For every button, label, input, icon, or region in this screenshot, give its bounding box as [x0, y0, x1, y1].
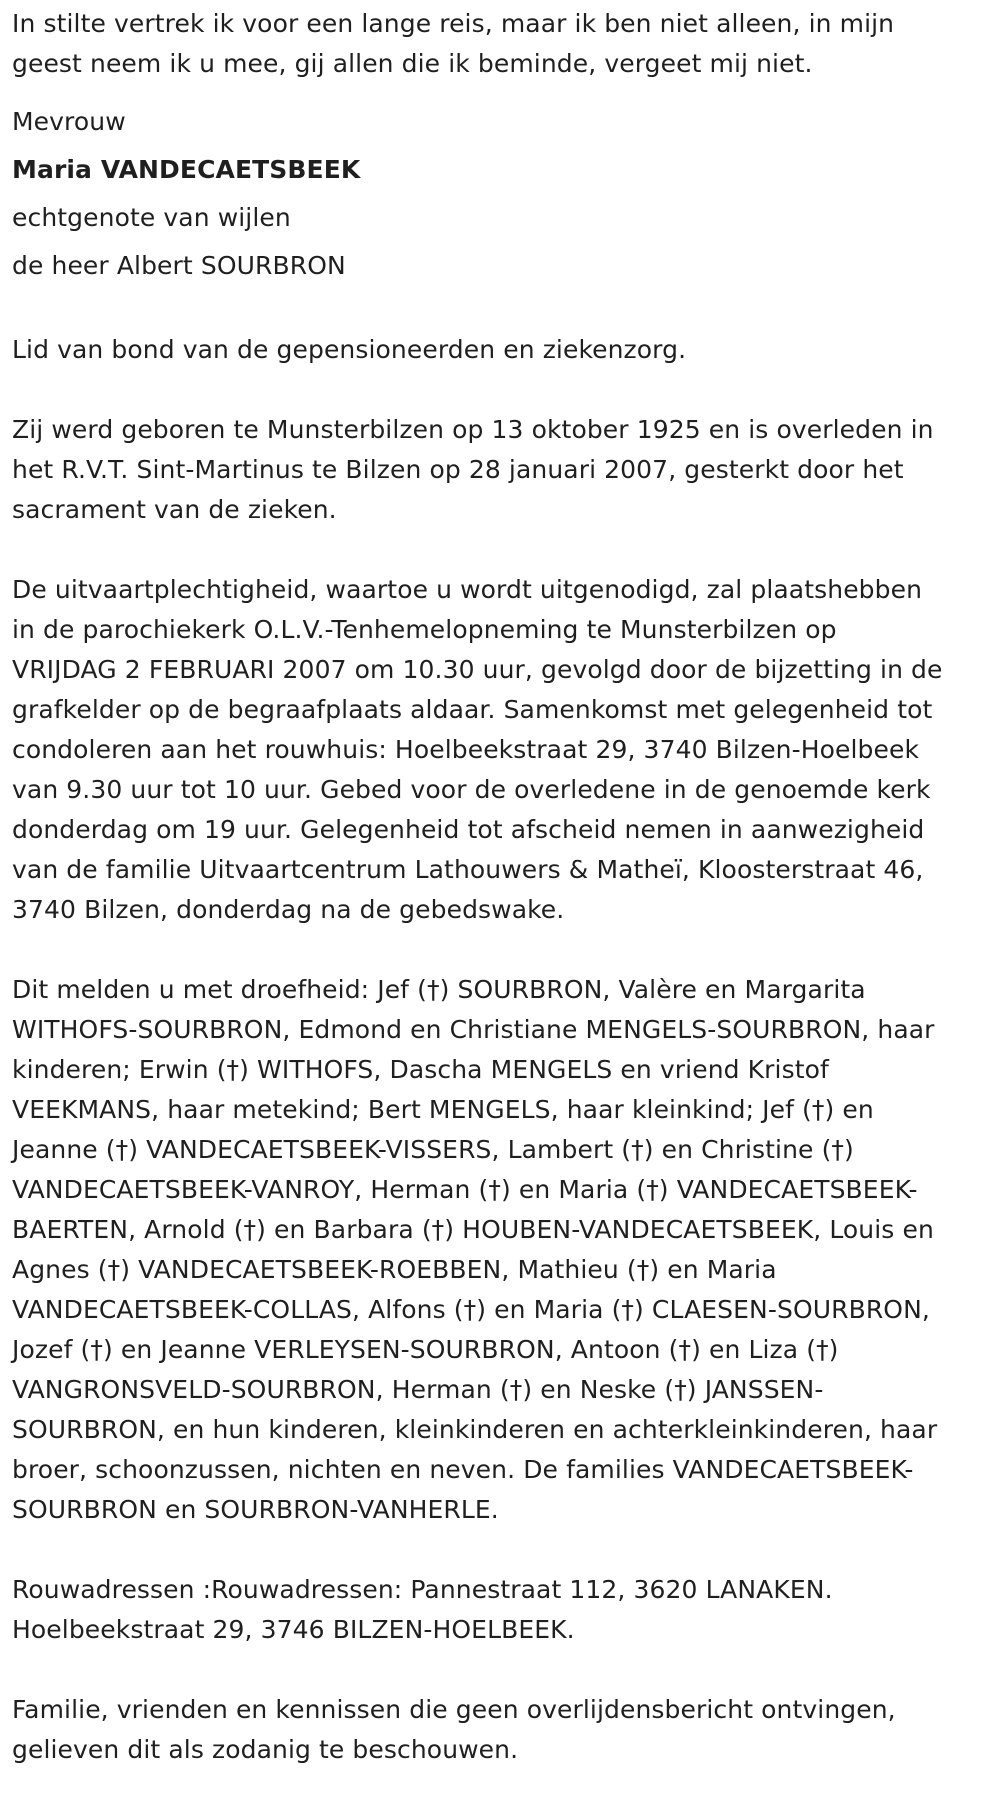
funeral-text: De uitvaartplechtigheid, waartoe u wordt uitgenodigd, zal plaatshebben in de parochiekerk O.L.V.-Tenhemelopneming te Munsterbilzen op VRIJDAG 2 FEBRUARI 2007 om 10.30 uur, gevolgd door de bijzetting in de grafkelder op de begraafplaats aldaar. Samenkomst met gelegenheid tot condoleren aan het rouwhuis: Hoelbeekstraat 29, 3740 Bilzen-Hoelbeek van 9.30 uur tot 10 uur. Gebed voor de overledene in de genoemde kerk donderdag om 19 uur. Gelegenheid tot afscheid nemen in aanwezigheid van de familie Uitvaartcentrum Lathouwers & Matheï, Kloosterstraat 46, 3740 Bilzen, donderdag na de gebedswake.	[12, 575, 943, 924]
membership-text: Lid van bond van de gepensioneerden en ziekenzorg.	[12, 335, 687, 364]
person-name: Maria VANDECAETSBEEK	[12, 155, 361, 184]
person-relation: echtgenote van wijlen	[12, 203, 291, 232]
intro-verse: In stilte vertrek ik voor een lange reis, maar ik ben niet alleen, in mijn geest neem ik u mee, gij allen die ik beminde, vergeet mij niet.	[12, 9, 895, 78]
spacer	[12, 930, 992, 970]
spacer	[12, 290, 992, 330]
spouse-name: de heer Albert SOURBRON	[12, 251, 346, 280]
spacer	[12, 530, 992, 570]
addresses-text: Rouwadressen :Rouwadressen: Pannestraat 112, 3620 LANAKEN. Hoelbeekstraat 29, 3746 BILZEN-HOELBEEK.	[12, 1575, 833, 1644]
obituary-page	[0, 4, 1000, 1810]
spacer	[12, 370, 992, 410]
spacer	[12, 1650, 992, 1690]
person-title: Mevrouw	[12, 107, 126, 136]
closing-text: Familie, vrienden en kennissen die geen overlijdensbericht ontvingen, gelieven dit als zodanig te beschouwen.	[12, 1695, 896, 1764]
family-text: Dit melden u met droefheid: Jef (†) SOURBRON, Valère en Margarita WITHOFS-SOURBRON, Edmond en Christiane MENGELS-SOURBRON, haar kinderen; Erwin (†) WITHOFS, Dascha MENGELS en vriend Kristof VEEKMANS, haar metekind; Bert MENGELS, haar kleinkind; Jef (†) en Jeanne (†) VANDECAETSBEEK-VISSERS, Lambert (†) en Christine (†) VANDECAETSBEEK-VANROY, Herman (†) en Maria (†) VANDECAETSBEEK- BAERTEN, Arnold (†) en Barbara (†) HOUBEN-VANDECAETSBEEK, Louis en Agnes (†) VANDECAETSBEEK-ROEBBEN, Mathieu (†) en Maria VANDECAETSBEEK-COLLAS, Alfons (†) en Maria (†) CLAESEN-SOURBRON, Jozef (†) en Jeanne VERLEYSEN-SOURBRON, Antoon (†) en Liza (†) VANGRONSVELD-SOURBRON, Herman (†) en Neske (†) JANSSEN- SOURBRON, en hun kinderen, kleinkinderen en achterkleinkinderen, haar broer, schoonzussen, nichten en neven. De families VANDECAETSBEEK- SOURBRON en SOURBRON-VANHERLE.	[12, 975, 938, 1524]
birth-death-text: Zij werd geboren te Munsterbilzen op 13 oktober 1925 en is overleden in het R.V.T. Sint-Martinus te Bilzen op 28 januari 2007, gesterkt door het sacrament van de zieken.	[12, 415, 934, 524]
spacer	[12, 1530, 992, 1570]
